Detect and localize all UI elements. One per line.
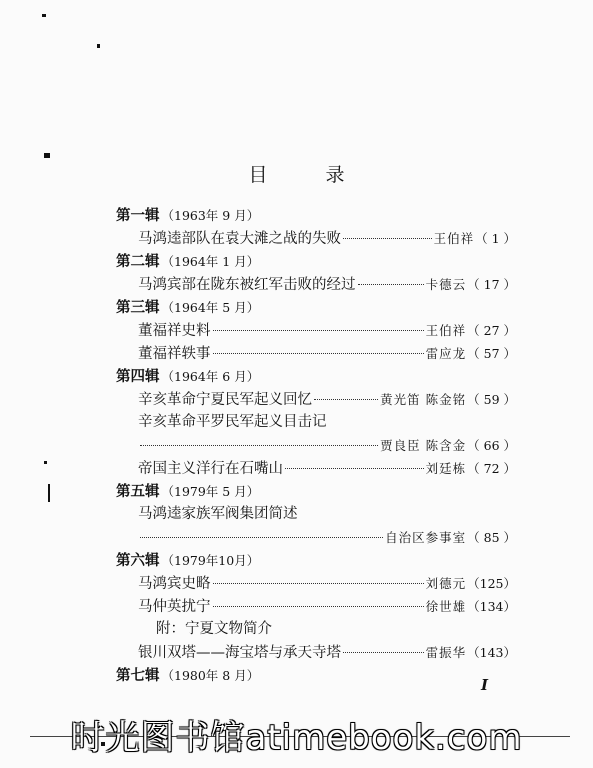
entry-page: （ 27 ） [467,323,516,338]
entry-title: 马鸿宾部在陇东被红军击败的经过 [138,277,356,293]
toc-entry [116,595,516,618]
volume-date: （1979年 5 月） [161,484,260,499]
entry-author: 刘德元 [425,576,467,591]
toc-entry [116,526,516,549]
table-of-contents [116,204,516,687]
entry-page: （134） [467,599,516,614]
entry-page: （ 59 ） [467,392,516,407]
toc-entry [116,641,516,664]
volume-date: （1979年10月） [161,553,260,568]
scan-speck [42,14,46,17]
entry-page: （ 66 ） [467,438,516,453]
entry-page: （ 17 ） [467,277,516,292]
entry-title: 辛亥革命平罗民军起义目击记 [138,414,327,430]
toc-entry [116,434,516,457]
leader-dots [285,468,424,469]
entry-author: 雷振华 [425,645,467,660]
entry-title: 帝国主义洋行在石嘴山 [138,461,283,477]
entry-page: （ 72 ） [467,461,516,476]
volume-name: 第四辑 [116,369,160,385]
volume-name: 第三辑 [116,300,160,316]
toc-entry [116,388,516,411]
entry-author: 王伯祥 [425,323,467,338]
toc-title: 目 录 [248,164,371,186]
watermark-text: 时光图书馆atimebook.com [70,718,523,758]
toc-entry [116,342,516,365]
page-number: I [481,676,489,694]
entry-title: 马仲英扰宁 [138,599,211,615]
leader-dots [213,353,424,354]
volume-date: （1964年 1 月） [161,254,260,269]
entry-author: 黄光笛 陈金铭 [380,392,467,407]
leader-dots [343,238,432,239]
volume-name: 第五辑 [116,484,160,500]
entry-title: 附：宁夏文物简介 [156,621,272,637]
leader-dots [314,399,378,400]
toc-volume-heading [116,480,516,503]
toc-volume-heading [116,296,516,319]
entry-page: （ 1 ） [475,231,516,246]
entry-author: 刘廷栋 [425,461,467,476]
entry-title: 董福祥史料 [138,323,211,339]
entry-author: 雷应龙 [425,346,467,361]
volume-name: 第七辑 [116,668,160,684]
entry-author: 卡德云 [425,277,467,292]
entry-title: 辛亥革命宁夏民军起义回忆 [138,392,312,408]
leader-dots [140,445,378,446]
entry-author: 自治区参事室 [385,530,467,545]
leader-dots [213,606,424,607]
toc-volume-heading [116,365,516,388]
toc-volume-heading [116,664,516,687]
volume-name: 第一辑 [116,208,160,224]
scan-speck [44,153,50,158]
toc-entry [116,503,516,526]
toc-entry [116,572,516,595]
entry-title: 马鸿逵部队在袁大滩之战的失败 [138,231,341,247]
toc-note [116,618,516,641]
volume-date: （1980年 8 月） [161,668,260,683]
entry-page: （125） [467,576,516,591]
leader-dots [358,284,424,285]
entry-title: 马鸿逵家族军阀集团简述 [138,506,298,522]
entry-author: 徐世雄 [425,599,467,614]
volume-date: （1964年 6 月） [161,369,260,384]
leader-dots [213,583,424,584]
toc-volume-heading [116,204,516,227]
toc-entry [116,411,516,434]
entry-title: 银川双塔——海宝塔与承天寺塔 [138,645,341,661]
leader-dots [343,652,424,653]
leader-dots [213,330,424,331]
entry-title: 董福祥轶事 [138,346,211,362]
scan-speck [44,461,47,464]
volume-name: 第二辑 [116,254,160,270]
scan-speck [48,484,50,502]
toc-volume-heading [116,549,516,572]
toc-entry [116,273,516,296]
volume-name: 第六辑 [116,553,160,569]
toc-entry [116,319,516,342]
scan-speck [97,44,100,48]
toc-entry [116,457,516,480]
volume-date: （1964年 5 月） [161,300,260,315]
entry-author: 贾良臣 陈含金 [380,438,467,453]
volume-date: （1963年 9 月） [161,208,260,223]
entry-page: （143） [467,645,516,660]
toc-volume-heading [116,250,516,273]
leader-dots [140,537,383,538]
entry-page: （ 85 ） [467,530,516,545]
entry-page: （ 57 ） [467,346,516,361]
toc-entry [116,227,516,250]
entry-author: 王伯祥 [433,231,475,246]
entry-title: 马鸿宾史略 [138,576,211,592]
